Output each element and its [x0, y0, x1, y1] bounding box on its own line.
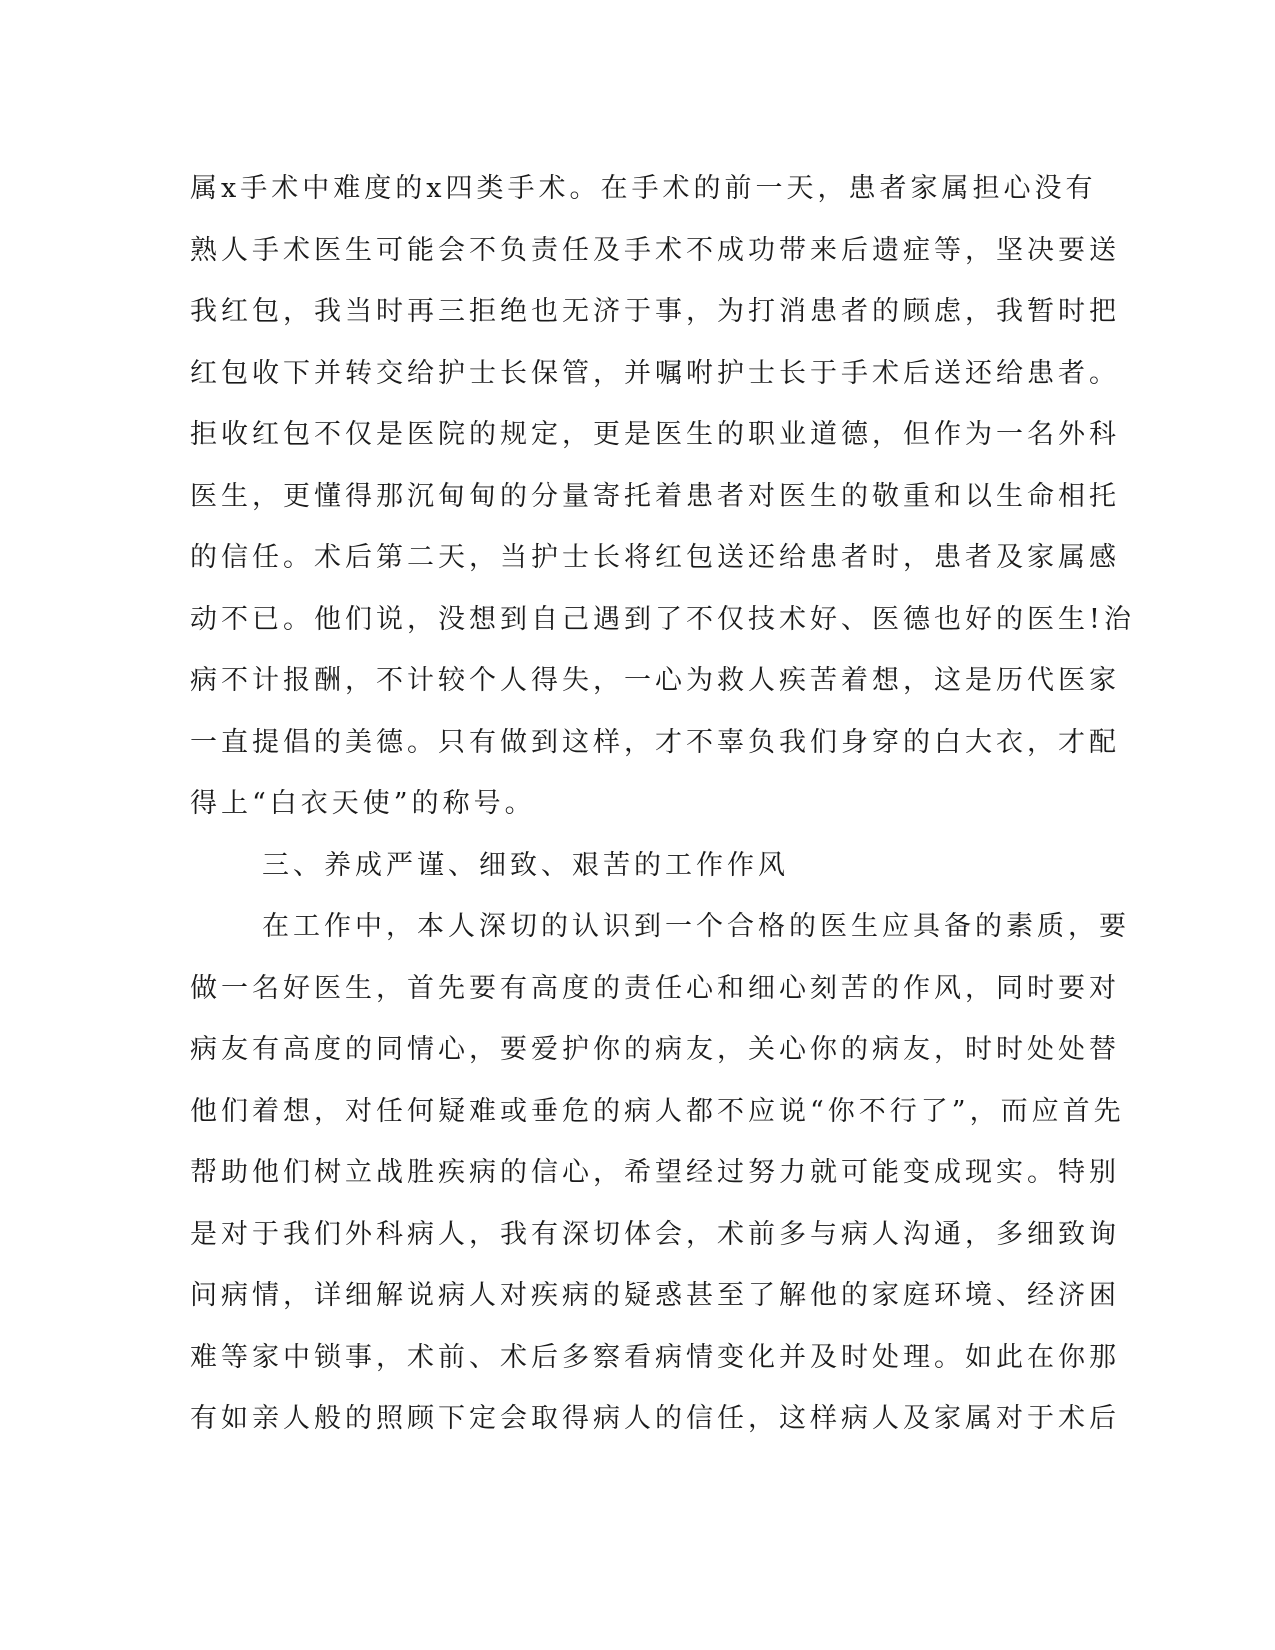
text-line: 一直提倡的美德。只有做到这样，才不辜负我们身穿的白大衣，才配 [190, 726, 1120, 758]
text-line: 的信任。术后第二天，当护士长将红包送还给患者时，患者及家属感 [190, 542, 1120, 573]
paragraph-1 [190, 158, 1135, 835]
text-line: 病友有高度的同情心，要爱护你的病友，关心你的病友，时时处处替 [190, 1034, 1120, 1065]
text-line: 医生，更懂得那沉甸甸的分量寄托着患者对医生的敬重和以生命相托 [190, 480, 1120, 512]
text-line: 熟人手术医生可能会不负责任及手术不成功带来后遗症等，坚决要送 [190, 234, 1120, 266]
text-line: 红包收下并转交给护士长保管，并嘱咐护士长于手术后送还给患者。 [190, 357, 1120, 389]
text-line: 在工作中，本人深切的认识到一个合格的医生应具备的素质，要 [262, 911, 1130, 942]
text-line: 属x手术中难度的x四类手术。在手术的前一天，患者家属担心没有 [190, 173, 1097, 204]
text-line: 有如亲人般的照顾下定会取得病人的信任，这样病人及家属对于术后 [190, 1403, 1120, 1434]
text-line: 是对于我们外科病人，我有深切体会，术前多与病人沟通，多细致询 [190, 1218, 1120, 1250]
text-line: 动不已。他们说，没想到自己遇到了不仅技术好、医德也好的医生!治 [190, 603, 1135, 635]
text-line: 我红包，我当时再三拒绝也无济于事，为打消患者的顾虑，我暂时把 [190, 296, 1120, 327]
text-line: 拒收红包不仅是医院的规定，更是医生的职业道德，但作为一名外科 [190, 419, 1120, 450]
text-line: 难等家中锁事，术前、术后多察看病情变化并及时处理。如此在你那 [190, 1341, 1120, 1373]
text-line: 病不计报酬，不计较个人得失，一心为救人疾苦着想，这是历代医家 [190, 665, 1120, 696]
text-line: 问病情，详细解说病人对疾病的疑惑甚至了解他的家庭环境、经济困 [190, 1280, 1120, 1311]
text-line: 帮助他们树立战胜疾病的信心，希望经过努力就可能变成现实。特别 [190, 1157, 1120, 1188]
section-heading: 三、养成严谨、细致、艰苦的工作作风 [262, 849, 789, 881]
text-line: 他们着想，对任何疑难或垂危的病人都不应说“你不行了”，而应首先 [190, 1095, 1125, 1127]
text-line: 做一名好医生，首先要有高度的责任心和细心刻苦的作风，同时要对 [190, 972, 1120, 1004]
paragraph-2 [190, 896, 1130, 1450]
document-body [190, 158, 1135, 1450]
text-line: 得上“白衣天使”的称号。 [190, 788, 536, 819]
